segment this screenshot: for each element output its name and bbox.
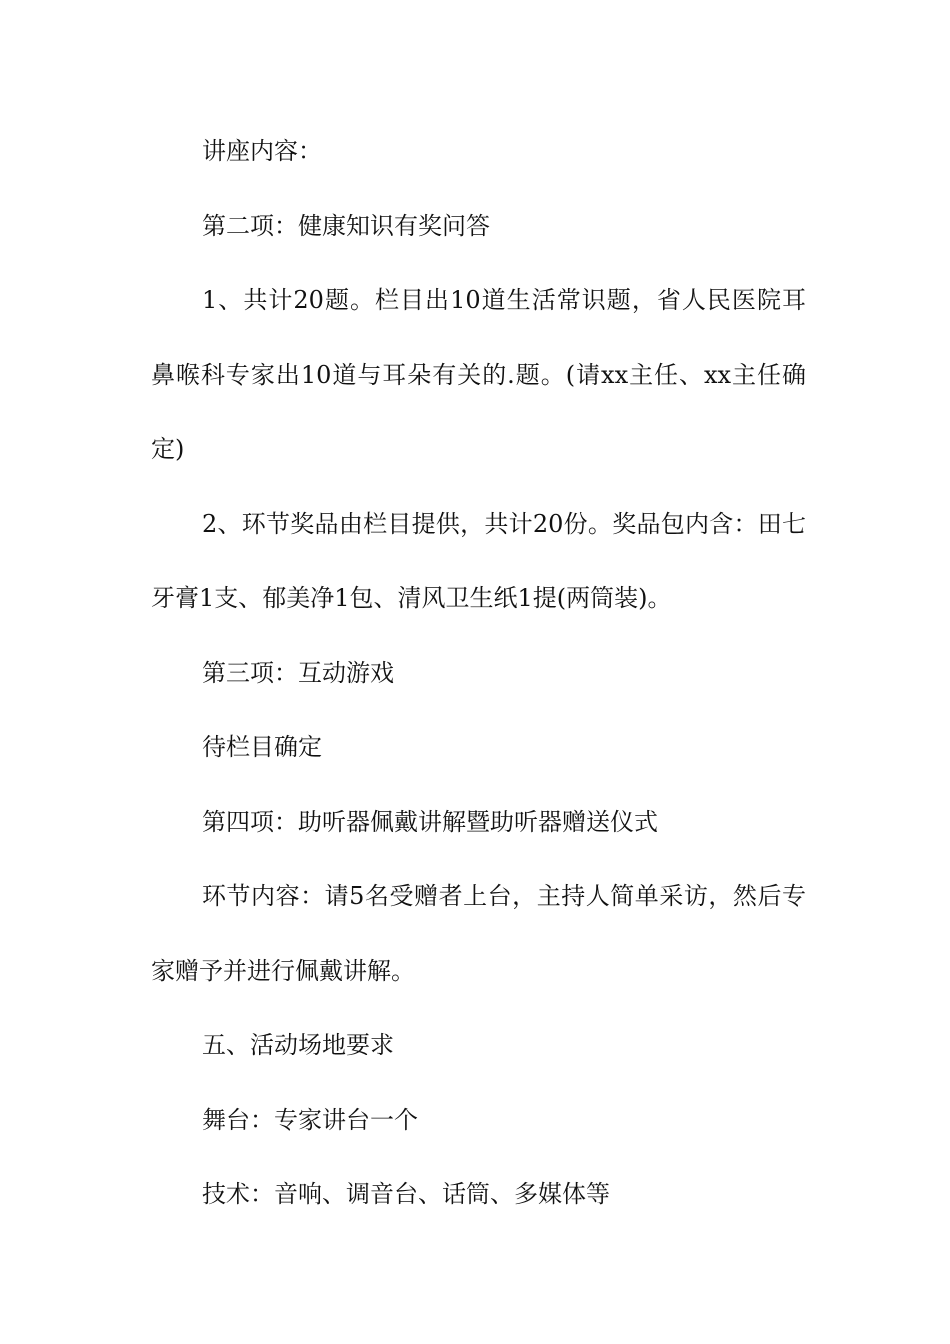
paragraph-venue-requirements-heading: 五、活动场地要求 bbox=[202, 1031, 394, 1059]
paragraph-quiz-prizes: 2、环节奖品由栏目提供，共计20份。奖品包内含：田七牙膏1支、郁美净1包、清风卫生纸1提(两筒装)。 bbox=[151, 509, 806, 612]
paragraph-segment-content: 环节内容：请5名受赠者上台，主持人简单采访，然后专家赠予并进行佩戴讲解。 bbox=[151, 882, 806, 985]
paragraph-item-four-heading: 第四项：助听器佩戴讲解暨助听器赠送仪式 bbox=[202, 807, 658, 836]
paragraph-item-three-heading: 第三项：互动游戏 bbox=[202, 658, 394, 687]
paragraph-stage: 舞台：专家讲台一个 bbox=[202, 1105, 418, 1134]
paragraph-item-two-heading: 第二项：健康知识有奖问答 bbox=[202, 211, 490, 240]
paragraph-technology: 技术：音响、调音台、话筒、多媒体等 bbox=[202, 1180, 610, 1208]
document-body bbox=[151, 114, 806, 1232]
paragraph-quiz-questions: 1、共计20题。栏目出10道生活常识题，省人民医院耳鼻喉科专家出10道与耳朵有关的.题。(请xx主任、xx主任确定) bbox=[151, 286, 806, 463]
paragraph-lecture-content: 讲座内容： bbox=[202, 137, 322, 165]
paragraph-to-be-confirmed: 待栏目确定 bbox=[202, 733, 322, 761]
